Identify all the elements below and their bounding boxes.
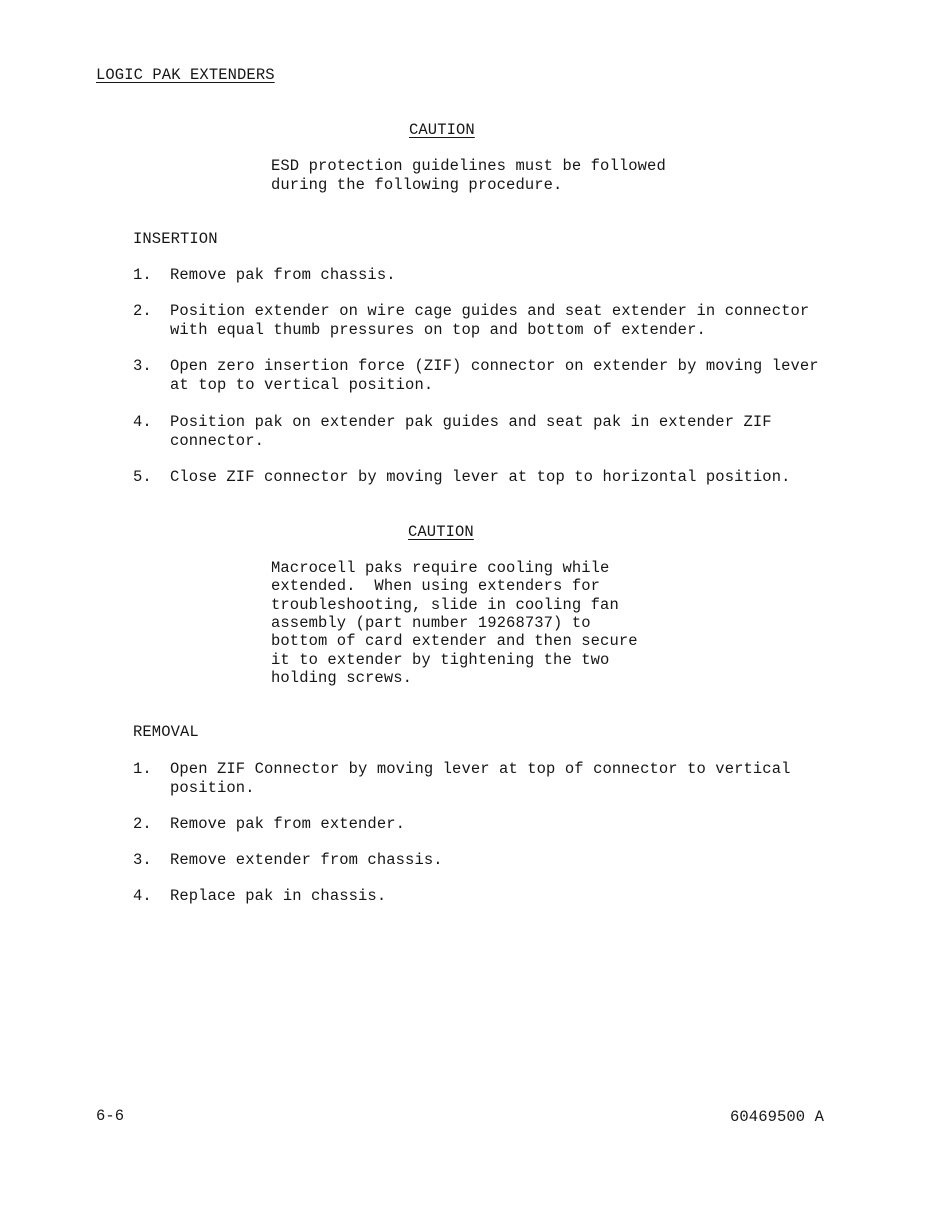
section-title: LOGIC PAK EXTENDERS [96, 66, 275, 84]
step-text: Open zero insertion force (ZIF) connector on extender by moving lever [170, 357, 819, 375]
step-text: Close ZIF connector by moving lever at top to horizontal position. [170, 468, 791, 486]
step-number: 3. [133, 851, 152, 869]
document-number: 60469500 A [730, 1108, 825, 1126]
step-text: connector. [170, 431, 265, 450]
step-text: Remove pak from chassis. [170, 266, 396, 284]
caution-2-line-3: troubleshooting, slide in cooling fan [271, 595, 619, 614]
step-text: Position extender on wire cage guides and seat extender in connector [170, 302, 810, 320]
step-number: 3. [133, 357, 152, 375]
caution-2-line-5: bottom of card extender and then secure [271, 632, 638, 651]
step-text: with equal thumb pressures on top and bottom of extender. [170, 320, 706, 339]
step-text: Remove pak from extender. [170, 815, 406, 833]
caution-1-line-2: during the following procedure. [271, 175, 563, 194]
step-number: 4. [133, 413, 152, 431]
step-text: position. [170, 778, 255, 797]
caution-2-line-4: assembly (part number 19268737) to [271, 613, 591, 632]
step-text: at top to vertical position. [170, 375, 434, 394]
step-number: 2. [133, 302, 152, 320]
step-text: Remove extender from chassis. [170, 851, 443, 869]
caution-2-line-2: extended. When using extenders for [271, 577, 601, 596]
caution-2-line-1: Macrocell paks require cooling while [271, 559, 610, 577]
step-number: 1. [133, 760, 152, 778]
page-number: 6-6 [96, 1107, 125, 1125]
step-text: Open ZIF Connector by moving lever at top of connector to vertical [170, 760, 791, 778]
caution-heading-2: CAUTION [408, 523, 474, 541]
caution-2-line-6: it to extender by tightening the two [271, 650, 610, 669]
caution-2-line-7: holding screws. [271, 668, 413, 687]
caution-heading-1: CAUTION [409, 121, 475, 139]
removal-heading: REMOVAL [133, 723, 199, 741]
step-number: 4. [133, 887, 152, 905]
insertion-heading: INSERTION [133, 230, 218, 248]
step-text: Position pak on extender pak guides and seat pak in extender ZIF [170, 413, 772, 431]
step-number: 2. [133, 815, 152, 833]
step-number: 1. [133, 266, 152, 284]
step-text: Replace pak in chassis. [170, 887, 387, 905]
caution-1-line-1: ESD protection guidelines must be followed [271, 157, 666, 175]
step-number: 5. [133, 468, 152, 486]
